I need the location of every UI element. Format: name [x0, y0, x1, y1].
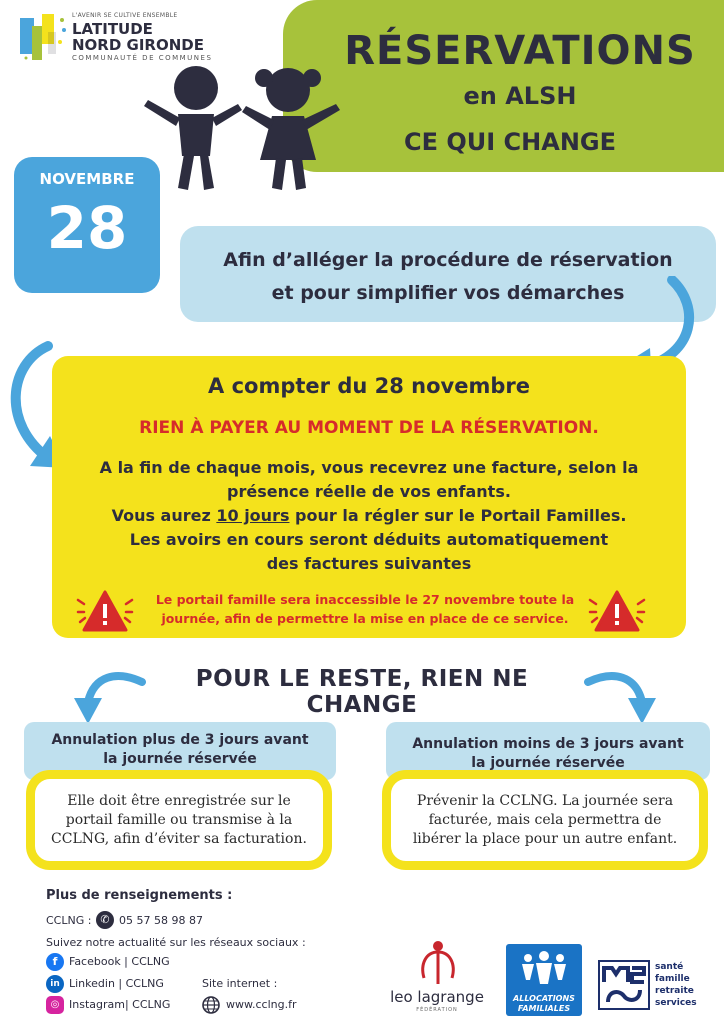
caf-text — [506, 994, 582, 1014]
info-red-notice: RIEN À PAYER AU MOMENT DE LA RÉSERVATION. — [139, 418, 599, 438]
card-left-line1: Elle doit être enregistrée sur le — [67, 793, 291, 809]
logo-mark-icon — [18, 12, 70, 62]
logo-subtitle: COMMUNAUTÉ DE COMMUNES — [72, 54, 213, 62]
linkedin-icon[interactable]: in — [46, 975, 64, 993]
intro-line2: et pour simplifier vos démarches — [271, 282, 625, 304]
kids-icon — [138, 60, 353, 195]
page-subtitle: en ALSH — [463, 82, 577, 110]
card-right-line3: libérer la place pour un autre enfant. — [412, 831, 678, 847]
linkedin-link[interactable]: Linkedin | CCLNG — [69, 977, 164, 990]
card-left-title-line1: Annulation plus de 3 jours avant — [51, 732, 309, 748]
instagram-link[interactable]: Instagram| CCLNG — [69, 998, 171, 1011]
msa-line4: services — [655, 998, 697, 1008]
instagram-icon[interactable]: ◎ — [46, 996, 64, 1014]
change-label: CE QUI CHANGE — [404, 128, 616, 156]
leo-lagrange-logo-icon — [416, 938, 460, 986]
card-right-title-line1: Annulation moins de 3 jours avant — [412, 736, 684, 752]
arrow-icon — [580, 668, 658, 728]
arrow-icon — [72, 668, 150, 728]
msa-line1: santé — [655, 962, 684, 972]
intro-line1: Afin d’alléger la procédure de réservation — [223, 249, 673, 271]
site-url[interactable]: www.cclng.fr — [226, 998, 297, 1011]
caf-line2: FAMILIALES — [517, 1004, 571, 1013]
msa-letters-icon — [600, 962, 648, 1008]
info-body-line2: présence réelle de vos enfants. — [227, 482, 511, 501]
date-month: NOVEMBRE — [39, 170, 135, 188]
date-day: 28 — [46, 194, 128, 262]
caf-line1: ALLOCATIONS — [513, 994, 575, 1003]
card-left-line2: portail famille ou transmise à la — [65, 812, 293, 828]
leo-lagrange-name: leo lagrange — [390, 988, 484, 1006]
footer-title: Plus de renseignements : — [46, 888, 233, 903]
leo-lagrange-sub: FÉDÉRATION — [416, 1007, 458, 1013]
globe-icon — [202, 996, 220, 1014]
warning-icon — [76, 586, 134, 634]
card-right-line2: facturée, mais cela permettra de — [428, 812, 662, 828]
info-body-line4: Les avoirs en cours seront déduits automatiquement — [129, 530, 609, 549]
facebook-link[interactable]: Facebook | CCLNG — [69, 955, 170, 968]
info-body-line1: A la fin de chaque mois, vous recevrez une facture, selon la — [99, 458, 639, 477]
phone-icon: ✆ — [96, 911, 114, 929]
msa-line2: famille — [655, 974, 690, 984]
page-title: RÉSERVATIONS — [344, 28, 696, 74]
card-right-line1: Prévenir la CCLNG. La journée sera — [416, 793, 674, 809]
logo-tagline: L'AVENIR SE CULTIVE ENSEMBLE — [72, 12, 178, 19]
info-body — [60, 456, 678, 576]
caf-figures-icon — [518, 950, 570, 990]
card-right-title — [386, 735, 710, 773]
logo-name-line1: LATITUDE — [72, 20, 153, 38]
warning-line1: Le portail famille sera inaccessible le 27 novembre toute la — [155, 592, 575, 607]
card-left-text — [40, 792, 318, 849]
msa-text — [655, 961, 697, 1009]
card-left-title — [24, 731, 336, 769]
warning-line2: journée, afin de permettre la mise en place de ce service. — [161, 611, 569, 626]
footer-phone[interactable]: 05 57 58 98 87 — [119, 914, 203, 927]
info-body-line5: des factures suivantes — [266, 554, 472, 573]
info-body-line3-after: pour la régler sur le Portail Familles. — [289, 506, 627, 525]
msa-line3: retraite — [655, 986, 694, 996]
warning-text — [140, 590, 590, 628]
card-left-line3: CCLNG, afin d’éviter sa facturation. — [51, 831, 307, 847]
logo-name-line2: NORD GIRONDE — [72, 36, 204, 54]
unchanged-heading: POUR LE RESTE, RIEN NE CHANGE — [195, 666, 529, 718]
facebook-icon[interactable]: f — [46, 953, 64, 971]
info-body-line3 — [60, 504, 678, 528]
footer-follow: Suivez notre actualité sur les réseaux sociaux : — [46, 936, 306, 949]
site-label: Site internet : — [202, 977, 278, 990]
info-body-days: 10 jours — [216, 506, 290, 525]
warning-icon — [588, 586, 646, 634]
info-body-line3-before: Vous aurez — [111, 506, 217, 525]
footer-cclng-label: CCLNG : — [46, 914, 92, 927]
card-left-title-line2: la journée réservée — [103, 751, 257, 767]
card-right-title-line2: la journée réservée — [471, 755, 625, 771]
info-title: A compter du 28 novembre — [208, 374, 530, 398]
card-right-text — [396, 792, 694, 849]
